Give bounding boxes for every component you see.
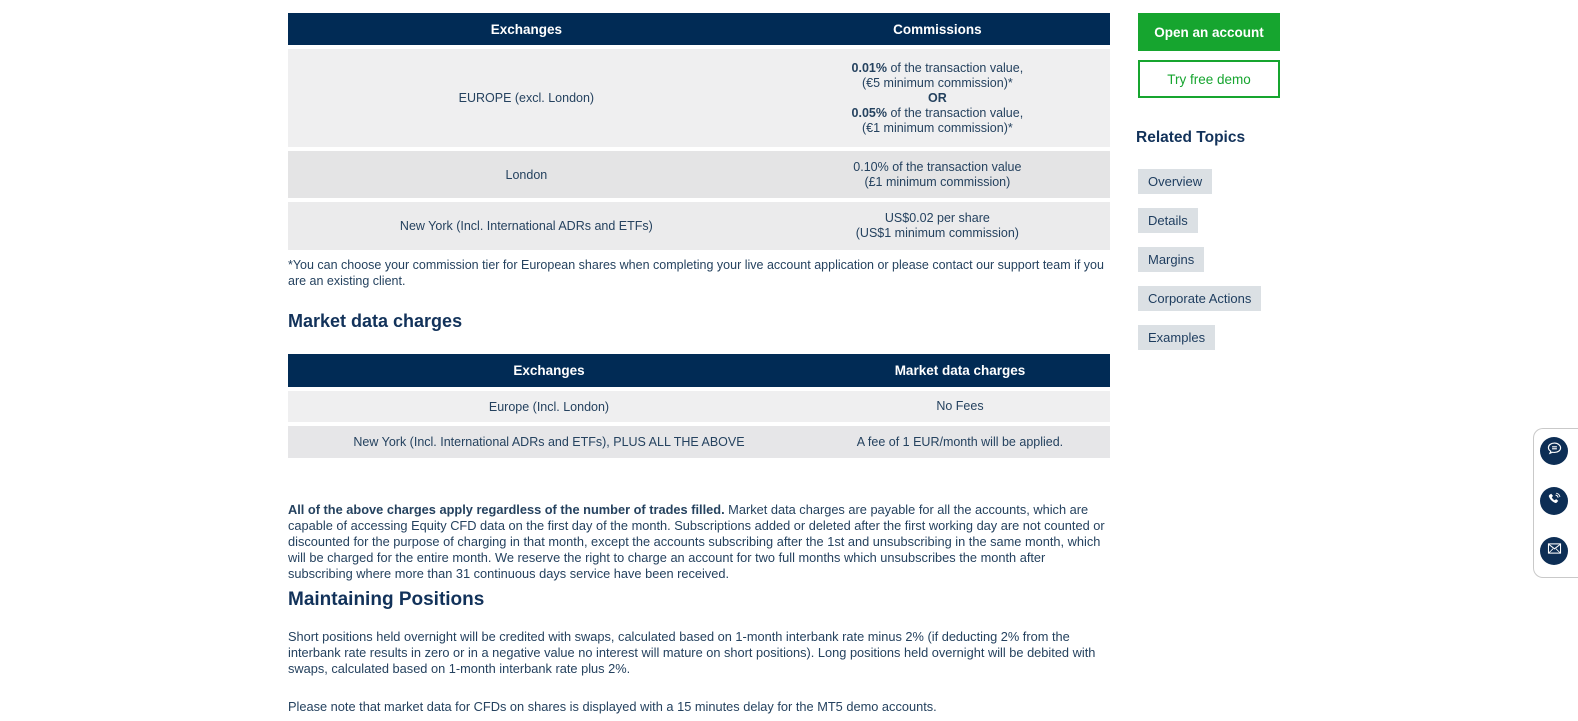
- email-button[interactable]: [1540, 537, 1568, 565]
- charge-cell: A fee of 1 EUR/month will be applied.: [856, 434, 1064, 449]
- table-row-newyork: [288, 202, 1110, 250]
- table-row-europe: [288, 49, 1110, 147]
- commissions-table: [288, 13, 1110, 254]
- column-header-market-data-charges: Market data charges: [894, 363, 1026, 378]
- commission-cell: [765, 61, 1110, 136]
- contact-widget: [1533, 428, 1578, 578]
- topic-link-corporate-actions[interactable]: Corporate Actions: [1138, 286, 1261, 311]
- commission-footnote: *You can choose your commission tier for European shares when completing your live account application or please contact our support team if you are an existing client.: [288, 258, 1104, 288]
- email-icon: [1546, 540, 1563, 562]
- column-header-exchanges: Exchanges: [490, 21, 563, 37]
- market-data-table: [288, 354, 1110, 462]
- market-data-table-header: [288, 354, 1110, 387]
- charges-note-paragraph: All of the above charges apply regardless of the number of trades filled. Market data charges are payable for all the accounts, which are capable of accessing Equity CFD data on the first day of the month. Subscriptions added or deleted after the first working day are not counted or discounted for the purpose of charging in that month, except the accounts subscribing after the 1st and unsubscribing in the same month, which will be charged for the entire month. We reserve the right to charge an account for two full months which unsubscribes the month after subscribing where more than 31 continuous days service have been received.: [288, 502, 1105, 581]
- commission-rate: 0.05%: [851, 105, 887, 120]
- mt5-delay-note: Please note that market data for CFDs on shares is displayed with a 15 minutes delay for the MT5 demo accounts.: [288, 699, 937, 714]
- table-row-london: [288, 151, 1110, 198]
- related-topics-list: [1138, 169, 1261, 350]
- open-account-button[interactable]: Open an account: [1138, 13, 1280, 51]
- topic-link-examples[interactable]: Examples: [1138, 325, 1215, 350]
- commission-line: (€5 minimum commission)*: [862, 75, 1013, 90]
- commission-line: 0.01% of the transaction value,: [851, 60, 1024, 75]
- column-header-exchanges: Exchanges: [513, 363, 585, 378]
- try-free-demo-button[interactable]: Try free demo: [1138, 60, 1280, 98]
- column-header-commissions: Commissions: [893, 21, 982, 37]
- related-topics-heading: Related Topics: [1136, 129, 1246, 146]
- commission-cell: 0.10% of the transaction value (£1 minimum commission): [853, 159, 1022, 189]
- chat-button[interactable]: [1540, 437, 1568, 465]
- charges-note-lead: All of the above charges apply regardless of the number of trades filled.: [288, 502, 725, 517]
- table-row-newyork-plus-above: [288, 426, 1110, 458]
- commission-line: OR: [927, 90, 947, 105]
- exchange-cell: London: [505, 167, 548, 182]
- phone-icon: [1546, 491, 1562, 512]
- exchange-cell: New York (Incl. International ADRs and ETFs): [399, 219, 653, 233]
- table-row-europe-incl-london: [288, 391, 1110, 422]
- exchange-cell: New York (Incl. International ADRs and ETFs), PLUS ALL THE ABOVE: [353, 435, 745, 449]
- topic-link-overview[interactable]: Overview: [1138, 169, 1212, 194]
- topic-link-margins[interactable]: Margins: [1138, 247, 1204, 272]
- commission-line: (€1 minimum commission)*: [862, 120, 1013, 135]
- charge-cell: No Fees: [936, 399, 984, 413]
- exchange-cell: EUROPE (excl. London): [458, 91, 595, 105]
- maintaining-positions-heading: Maintaining Positions: [288, 589, 485, 610]
- commissions-table-header: [288, 13, 1110, 45]
- maintaining-positions-paragraph: Short positions held overnight will be credited with swaps, calculated based on 1-month interbank rate minus 2% (if deducting 2% from the interbank rate results in zero or in a negative value no interest will mature on short positions). Long positions held overnight will be debited with swaps, calculated based on 1-month interbank rate plus 2%.: [288, 629, 1096, 676]
- market-data-charges-heading: Market data charges: [288, 311, 463, 331]
- chat-icon: [1546, 440, 1563, 462]
- commission-cell: US$0.02 per share (US$1 minimum commission): [855, 211, 1019, 240]
- exchange-cell: Europe (Incl. London): [488, 399, 610, 414]
- phone-button[interactable]: [1540, 487, 1568, 515]
- topic-link-details[interactable]: Details: [1138, 208, 1198, 233]
- commission-rate: 0.01%: [851, 60, 887, 75]
- commission-line: 0.05% of the transaction value,: [851, 105, 1024, 120]
